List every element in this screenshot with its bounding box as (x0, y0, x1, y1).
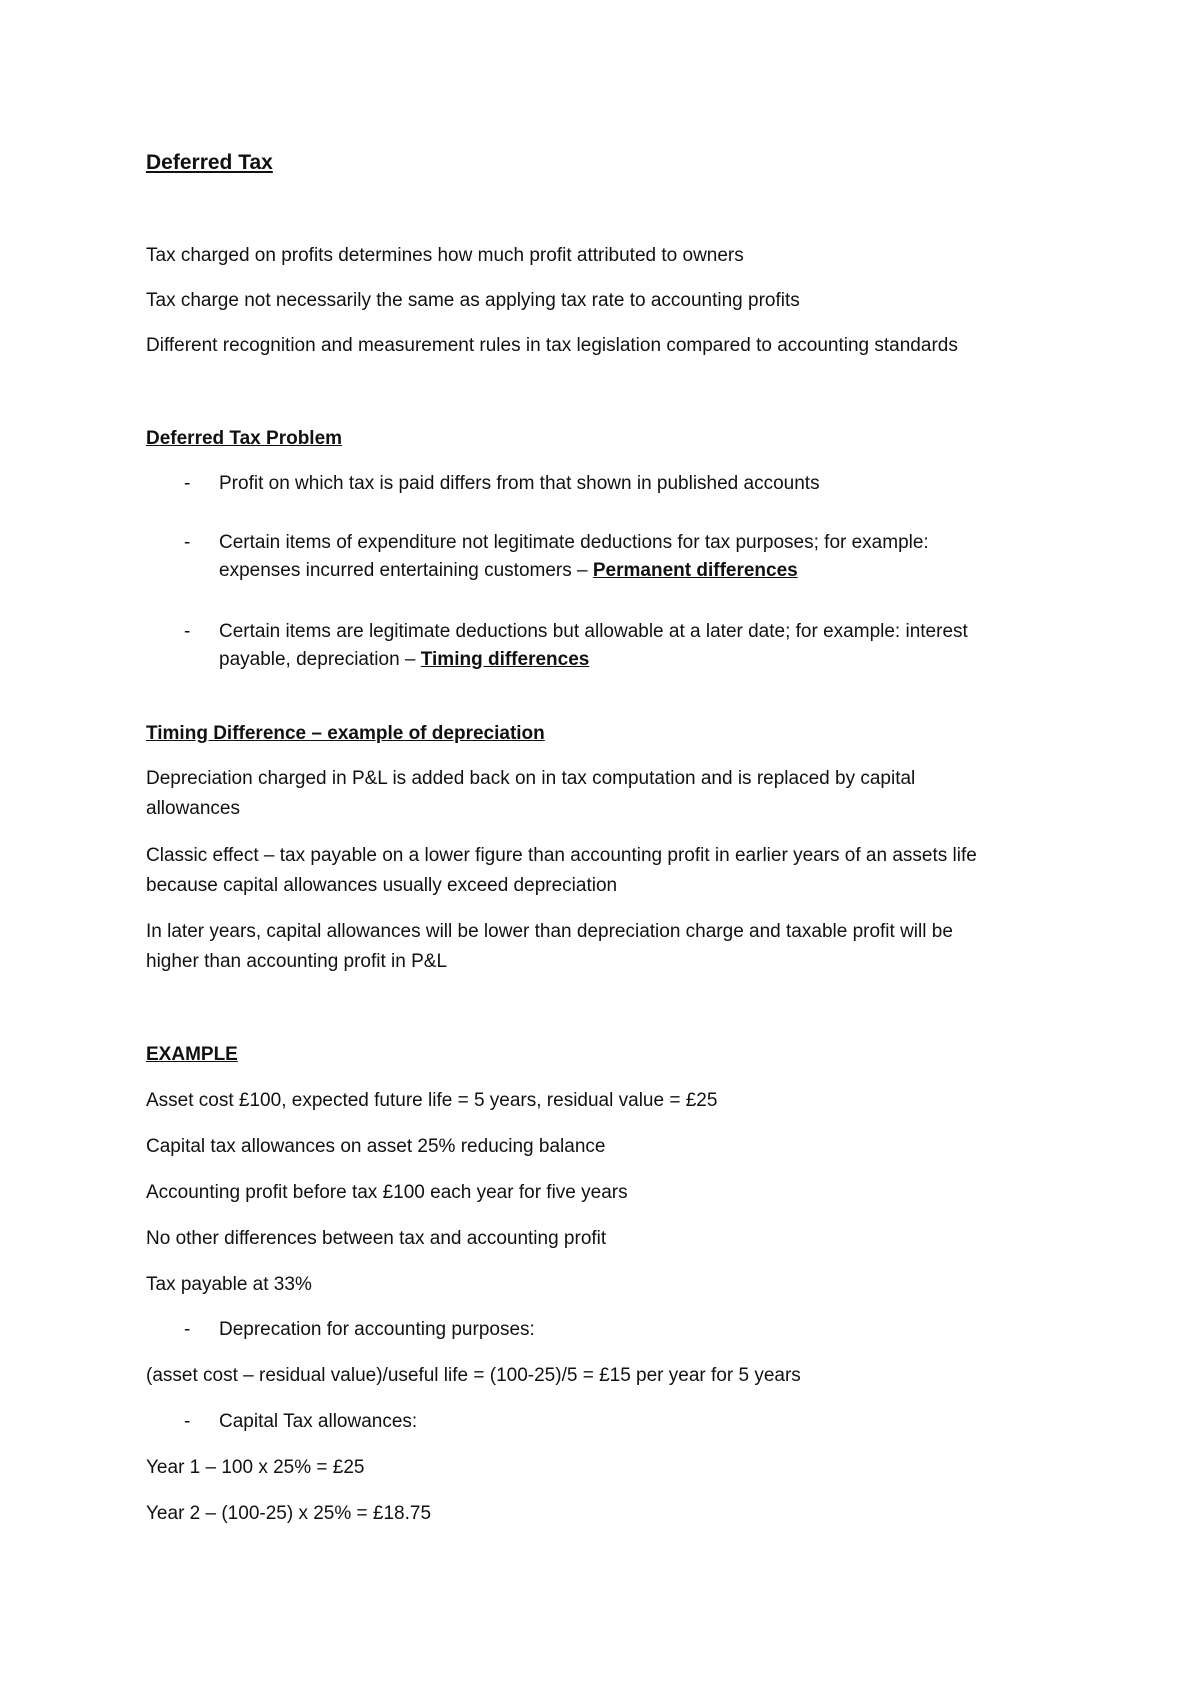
example-line-3: Accounting profit before tax £100 each year for five years (146, 1182, 628, 1203)
timing-para-1-line-2: allowances (146, 798, 240, 819)
bullet-dash: - (184, 532, 191, 553)
problem-bullet-3-line-1: Certain items are legitimate deductions but allowable at a later date; for example: interest (219, 621, 968, 642)
page-title: Deferred Tax (146, 151, 273, 174)
timing-para-2-line-2: because capital allowances usually exceed depreciation (146, 875, 618, 896)
bullet-dash: - (184, 1411, 191, 1432)
bullet-dash: - (184, 621, 191, 642)
intro-line-3: Different recognition and measurement rules in tax legislation compared to accounting standards (146, 335, 958, 356)
section-heading-timing: Timing Difference – example of depreciation (146, 723, 545, 744)
example-line-1: Asset cost £100, expected future life = 5 years, residual value = £25 (146, 1090, 718, 1111)
permanent-differences-term: Permanent differences (592, 560, 798, 581)
allowances-bullet: Capital Tax allowances: (219, 1411, 418, 1432)
problem-bullet-1: Profit on which tax is paid differs from that shown in published accounts (219, 473, 820, 494)
timing-para-3-line-1: In later years, capital allowances will be lower than depreciation charge and taxable profit will be (146, 921, 953, 942)
bullet-dash: - (184, 1319, 191, 1340)
problem-bullet-2-line-2 (219, 556, 798, 586)
timing-para-1-line-1: Depreciation charged in P&L is added back on in tax computation and is replaced by capital (146, 768, 916, 789)
timing-differences-term: Timing differences (420, 649, 590, 670)
problem-bullet-2-line-1: Certain items of expenditure not legitimate deductions for tax purposes; for example: (219, 532, 929, 553)
problem-bullet-3-prefix: payable, depreciation – (219, 649, 421, 670)
intro-line-1: Tax charged on profits determines how much profit attributed to owners (146, 245, 744, 266)
timing-para-3-line-2: higher than accounting profit in P&L (146, 951, 448, 972)
example-line-4: No other differences between tax and accounting profit (146, 1228, 607, 1249)
depreciation-formula: (asset cost – residual value)/useful life = (100-25)/5 = £15 per year for 5 years (146, 1365, 801, 1386)
problem-bullet-3-line-2 (219, 645, 589, 675)
problem-bullet-2-prefix: expenses incurred entertaining customers – (219, 560, 593, 581)
year-1-allowance: Year 1 – 100 x 25% = £25 (146, 1457, 365, 1478)
depreciation-bullet: Deprecation for accounting purposes: (219, 1319, 535, 1340)
bullet-dash: - (184, 473, 191, 494)
section-heading-example: EXAMPLE (146, 1044, 238, 1065)
intro-line-2: Tax charge not necessarily the same as applying tax rate to accounting profits (146, 290, 800, 311)
example-line-5: Tax payable at 33% (146, 1274, 312, 1295)
timing-para-2-line-1: Classic effect – tax payable on a lower figure than accounting profit in earlier years of an assets life (146, 845, 977, 866)
year-2-allowance: Year 2 – (100-25) x 25% = £18.75 (146, 1503, 432, 1524)
example-line-2: Capital tax allowances on asset 25% reducing balance (146, 1136, 606, 1157)
section-heading-problem: Deferred Tax Problem (146, 428, 343, 449)
